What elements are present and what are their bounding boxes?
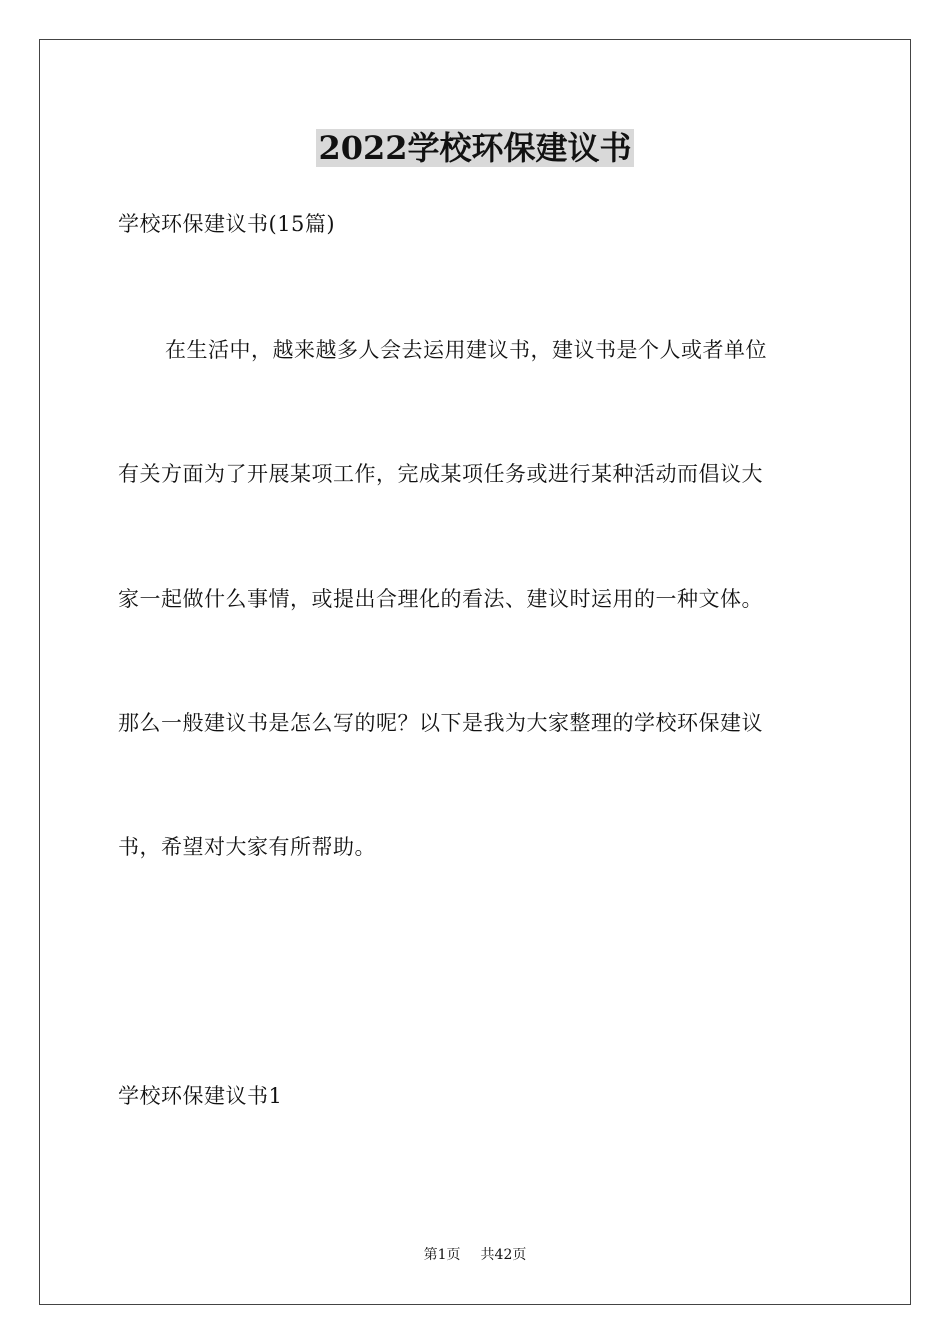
intro-line-4: 那么一般建议书是怎么写的呢？以下是我为大家整理的学校环保建议	[118, 711, 763, 735]
footer-page-number: 第1页	[423, 1247, 461, 1263]
intro-line-5: 书，希望对大家有所帮助。	[118, 835, 376, 859]
footer-total-pages: 共42页	[480, 1247, 527, 1263]
document-title	[0, 126, 950, 170]
page-footer	[0, 1245, 950, 1265]
document-title-text: 2022学校环保建议书	[318, 129, 632, 167]
section-heading: 学校环保建议书1	[118, 1084, 283, 1108]
intro-line-3: 家一起做什么事情，或提出合理化的看法、建议时运用的一种文体。	[118, 587, 763, 611]
intro-line-2: 有关方面为了开展某项工作，完成某项任务或进行某种活动而倡议大	[118, 462, 763, 486]
intro-line-1: 在生活中，越来越多人会去运用建议书，建议书是个人或者单位	[165, 338, 767, 362]
document-subtitle: 学校环保建议书(15篇)	[118, 212, 336, 236]
